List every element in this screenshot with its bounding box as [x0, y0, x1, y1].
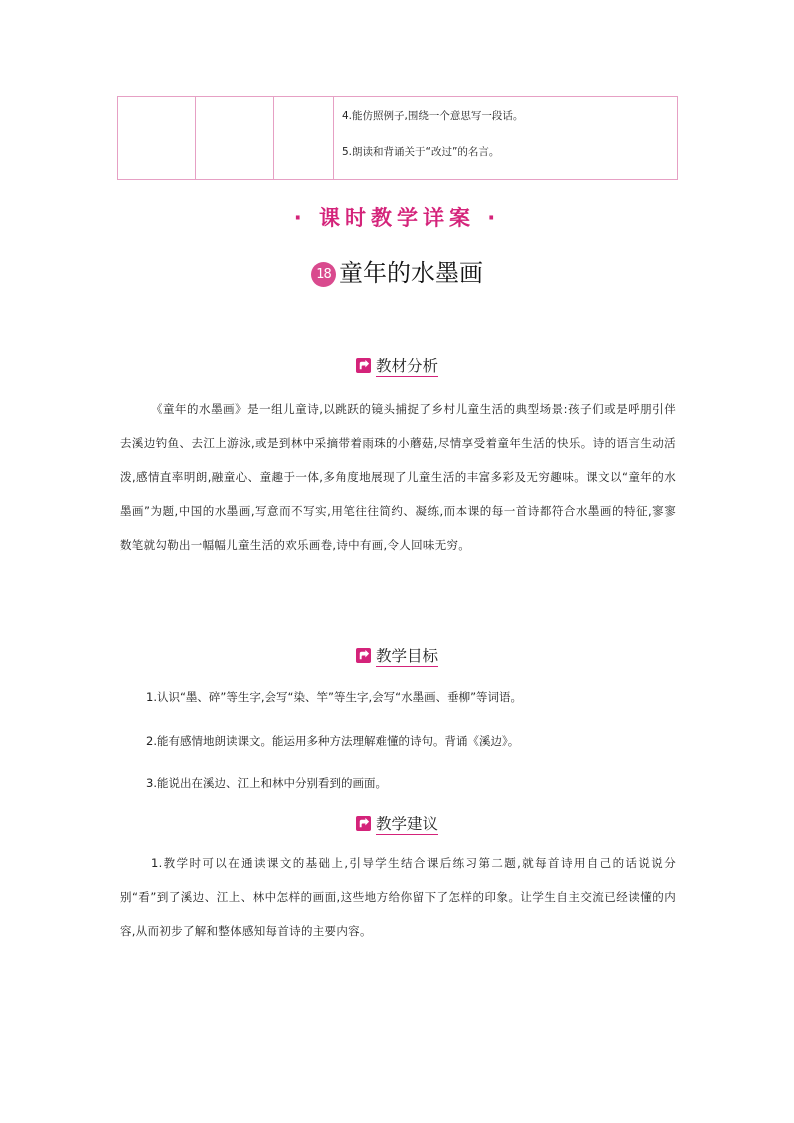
suggestions-paragraph: 1.教学时可以在通读课文的基础上,引导学生结合课后练习第二题,就每首诗用自己的话说说分别“看”到了溪边、江上、林中怎样的画面,这些地方给你留下了怎样的印象。让学生自主交流已经读懂的内容,从而初步了解和整体感知每首诗的主要内容。 [120, 856, 676, 938]
lesson-title-text: 童年的水墨画 [339, 259, 483, 287]
analysis-paragraph: 《童年的水墨画》是一组儿童诗,以跳跃的镜头捕捉了乡村儿童生活的典型场景:孩子们或是呼朋引伴去溪边钓鱼、去江上游泳,或是到林中采摘带着雨珠的小蘑菇,尽情享受着童年生活的快乐。诗的语言生动活泼,感情直率明朗,融童心、童趣于一体,多角度地展现了儿童生活的丰富多彩及无穷趣味。课文以“童年的水墨画”为题,中国的水墨画,写意而不写实,用笔往往简约、凝练,而本课的每一首诗都符合水墨画的特征,寥寥数笔就勾勒出一幅幅儿童生活的欢乐画卷,诗中有画,令人回味无穷。 [120, 402, 676, 552]
table-line-5: 5.朗读和背诵关于“改过”的名言。 [342, 146, 500, 158]
table-line-4: 4.能仿照例子,围绕一个意思写一段话。 [342, 110, 524, 122]
table-cell [118, 97, 196, 180]
objectives-table-continuation [117, 96, 678, 180]
table-cell-objectives [334, 97, 678, 180]
bookmark-arrow-icon [356, 816, 371, 831]
analysis-heading-text: 教材分析 [375, 357, 438, 375]
bookmark-arrow-icon [356, 648, 371, 663]
bookmark-arrow-icon [356, 358, 371, 373]
lesson-title [0, 256, 794, 290]
goals-heading-text: 教学目标 [375, 647, 438, 665]
section-banner: · 课时教学详案 · [293, 206, 501, 230]
table-cell [274, 97, 334, 180]
table-cell [196, 97, 274, 180]
goal-item-3: 3.能说出在溪边、江上和林中分别看到的画面。 [146, 776, 387, 790]
goal-item-2: 2.能有感情地朗读课文。能运用多种方法理解难懂的诗句。背诵《溪边》。 [146, 734, 520, 748]
suggestions-heading-text: 教学建议 [375, 815, 438, 833]
analysis-heading [0, 355, 794, 377]
suggestions-heading [0, 813, 794, 835]
lesson-number-badge: 18 [311, 262, 336, 287]
goals-heading [0, 645, 794, 667]
goal-item-1: 1.认识“墨、碎”等生字,会写“染、竿”等生字,会写“水墨画、垂柳”等词语。 [146, 690, 523, 704]
